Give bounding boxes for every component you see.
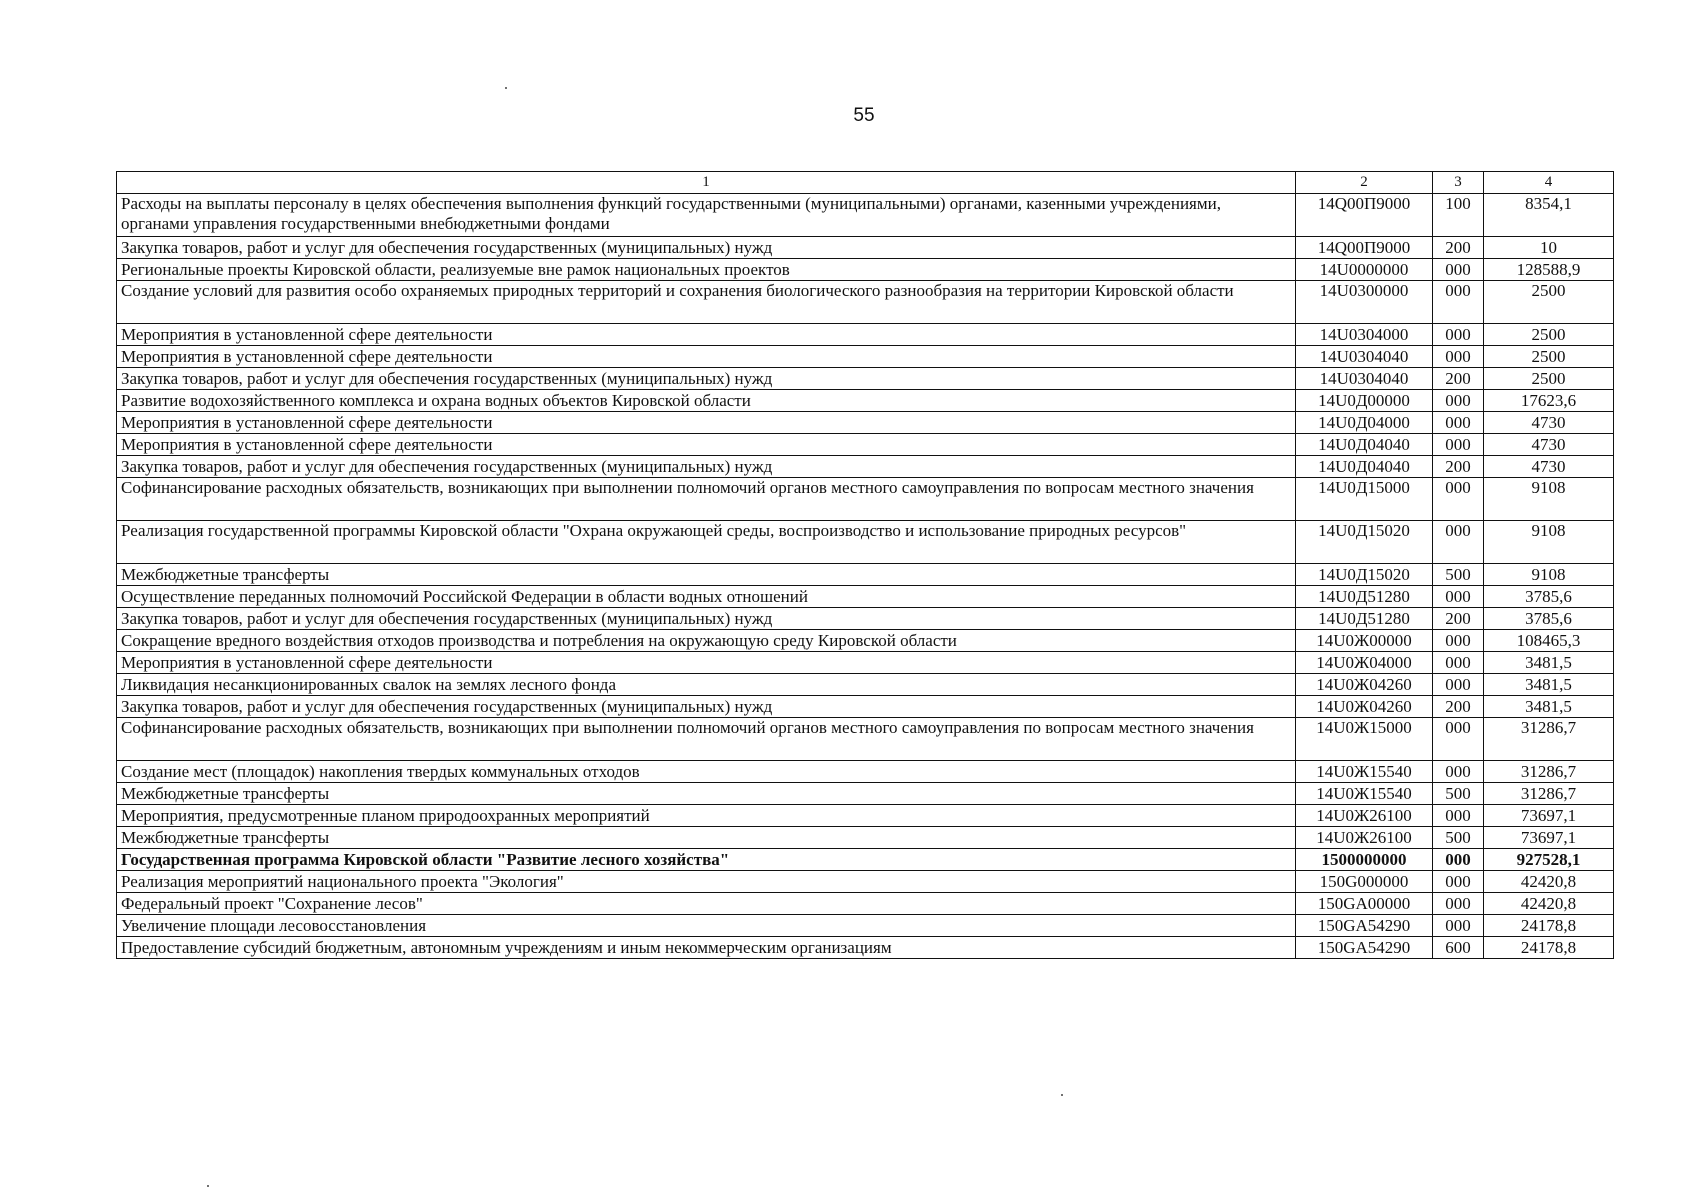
row-name-cell: Создание условий для развития особо охраняемых природных территорий и сохранения биологического разнообразия на территории Кировской области — [117, 281, 1296, 324]
row-name-cell: Федеральный проект "Сохранение лесов" — [117, 893, 1296, 915]
row-code-cell: 14U0304000 — [1296, 324, 1433, 346]
row-amount-cell: 42420,8 — [1484, 893, 1614, 915]
table-row — [117, 630, 1614, 652]
row-name-cell: Реализация государственной программы Кировской области "Охрана окружающей среды, воспроизводство и использование природных ресурсов" — [117, 521, 1296, 564]
table-row — [117, 521, 1614, 564]
row-code-cell: 14U0Ж26100 — [1296, 805, 1433, 827]
row-type-cell: 000 — [1433, 761, 1484, 783]
header-col-2: 2 — [1296, 172, 1433, 194]
row-name-cell: Мероприятия, предусмотренные планом природоохранных мероприятий — [117, 805, 1296, 827]
table-row — [117, 937, 1614, 959]
table-row — [117, 718, 1614, 761]
row-type-cell: 000 — [1433, 412, 1484, 434]
row-name-cell: Государственная программа Кировской области "Развитие лесного хозяйства" — [117, 849, 1296, 871]
row-amount-cell: 2500 — [1484, 346, 1614, 368]
row-amount-cell: 9108 — [1484, 478, 1614, 521]
row-type-cell: 000 — [1433, 630, 1484, 652]
row-type-cell: 000 — [1433, 805, 1484, 827]
row-name-cell: Софинансирование расходных обязательств, возникающих при выполнении полномочий органов местного самоуправления по вопросам местного значения — [117, 718, 1296, 761]
row-amount-cell: 128588,9 — [1484, 259, 1614, 281]
row-amount-cell: 2500 — [1484, 368, 1614, 390]
row-name-cell: Реализация мероприятий национального проекта "Экология" — [117, 871, 1296, 893]
table-row — [117, 456, 1614, 478]
row-type-cell: 200 — [1433, 237, 1484, 259]
scan-speck — [207, 1185, 209, 1187]
row-code-cell: 14Q00П9000 — [1296, 237, 1433, 259]
row-code-cell: 14U0Д04040 — [1296, 434, 1433, 456]
row-name-cell: Региональные проекты Кировской области, реализуемые вне рамок национальных проектов — [117, 259, 1296, 281]
row-name-cell: Закупка товаров, работ и услуг для обеспечения государственных (муниципальных) нужд — [117, 456, 1296, 478]
table-row — [117, 674, 1614, 696]
header-col-3: 3 — [1433, 172, 1484, 194]
row-type-cell: 200 — [1433, 696, 1484, 718]
row-amount-cell: 3785,6 — [1484, 586, 1614, 608]
row-name-cell: Межбюджетные трансферты — [117, 783, 1296, 805]
row-code-cell: 14U0300000 — [1296, 281, 1433, 324]
row-type-cell: 000 — [1433, 521, 1484, 564]
row-amount-cell: 9108 — [1484, 564, 1614, 586]
row-code-cell: 150GA54290 — [1296, 937, 1433, 959]
row-amount-cell: 10 — [1484, 237, 1614, 259]
row-amount-cell: 24178,8 — [1484, 937, 1614, 959]
row-amount-cell: 31286,7 — [1484, 783, 1614, 805]
scan-speck — [1061, 1094, 1063, 1096]
table-row — [117, 871, 1614, 893]
row-name-cell: Расходы на выплаты персоналу в целях обеспечения выполнения функций государственными (муниципальными) органами, казенными учреждениями, органами управления государственными внебюджетными фондами — [117, 194, 1296, 237]
row-amount-cell: 4730 — [1484, 412, 1614, 434]
row-code-cell: 14U0000000 — [1296, 259, 1433, 281]
table-row — [117, 324, 1614, 346]
row-amount-cell: 3481,5 — [1484, 652, 1614, 674]
row-amount-cell: 31286,7 — [1484, 761, 1614, 783]
row-type-cell: 500 — [1433, 564, 1484, 586]
row-amount-cell: 8354,1 — [1484, 194, 1614, 237]
header-row — [117, 172, 1614, 194]
row-code-cell: 14U0Д04000 — [1296, 412, 1433, 434]
row-code-cell: 14U0Ж15540 — [1296, 761, 1433, 783]
row-name-cell: Мероприятия в установленной сфере деятельности — [117, 324, 1296, 346]
row-amount-cell: 3481,5 — [1484, 674, 1614, 696]
row-amount-cell: 2500 — [1484, 324, 1614, 346]
row-name-cell: Осуществление переданных полномочий Российской Федерации в области водных отношений — [117, 586, 1296, 608]
row-amount-cell: 73697,1 — [1484, 805, 1614, 827]
row-name-cell: Увеличение площади лесовосстановления — [117, 915, 1296, 937]
row-code-cell: 14U0Ж04260 — [1296, 674, 1433, 696]
row-code-cell: 14U0304040 — [1296, 346, 1433, 368]
table-row — [117, 783, 1614, 805]
table-row — [117, 259, 1614, 281]
row-type-cell: 000 — [1433, 915, 1484, 937]
row-name-cell: Предоставление субсидий бюджетным, автономным учреждениям и иным некоммерческим организациям — [117, 937, 1296, 959]
row-type-cell: 500 — [1433, 827, 1484, 849]
row-type-cell: 000 — [1433, 390, 1484, 412]
row-type-cell: 000 — [1433, 259, 1484, 281]
table-row — [117, 827, 1614, 849]
table-row — [117, 915, 1614, 937]
row-code-cell: 14U0Д15000 — [1296, 478, 1433, 521]
row-amount-cell: 24178,8 — [1484, 915, 1614, 937]
row-type-cell: 500 — [1433, 783, 1484, 805]
row-type-cell: 000 — [1433, 718, 1484, 761]
row-type-cell: 200 — [1433, 608, 1484, 630]
table-row — [117, 849, 1614, 871]
table-row — [117, 608, 1614, 630]
row-amount-cell: 108465,3 — [1484, 630, 1614, 652]
row-type-cell: 000 — [1433, 893, 1484, 915]
table-row — [117, 564, 1614, 586]
row-name-cell: Закупка товаров, работ и услуг для обеспечения государственных (муниципальных) нужд — [117, 237, 1296, 259]
row-code-cell: 150GA54290 — [1296, 915, 1433, 937]
table-row — [117, 412, 1614, 434]
row-type-cell: 000 — [1433, 324, 1484, 346]
row-code-cell: 14U0304040 — [1296, 368, 1433, 390]
row-type-cell: 000 — [1433, 652, 1484, 674]
row-type-cell: 000 — [1433, 346, 1484, 368]
table-row — [117, 368, 1614, 390]
header-col-4: 4 — [1484, 172, 1614, 194]
page-number: 55 — [853, 105, 875, 126]
row-amount-cell: 4730 — [1484, 434, 1614, 456]
row-amount-cell: 3785,6 — [1484, 608, 1614, 630]
table-row — [117, 194, 1614, 237]
table-row — [117, 237, 1614, 259]
row-code-cell: 14Q00П9000 — [1296, 194, 1433, 237]
row-code-cell: 14U0Д15020 — [1296, 521, 1433, 564]
row-name-cell: Мероприятия в установленной сфере деятельности — [117, 434, 1296, 456]
row-type-cell: 100 — [1433, 194, 1484, 237]
row-code-cell: 1500000000 — [1296, 849, 1433, 871]
row-code-cell: 14U0Ж00000 — [1296, 630, 1433, 652]
table-row — [117, 652, 1614, 674]
row-code-cell: 14U0Д15020 — [1296, 564, 1433, 586]
row-code-cell: 14U0Ж04000 — [1296, 652, 1433, 674]
row-type-cell: 200 — [1433, 368, 1484, 390]
row-name-cell: Развитие водохозяйственного комплекса и охрана водных объектов Кировской области — [117, 390, 1296, 412]
row-name-cell: Закупка товаров, работ и услуг для обеспечения государственных (муниципальных) нужд — [117, 696, 1296, 718]
table-row — [117, 434, 1614, 456]
table-row — [117, 696, 1614, 718]
row-name-cell: Создание мест (площадок) накопления твердых коммунальных отходов — [117, 761, 1296, 783]
row-code-cell: 14U0Ж04260 — [1296, 696, 1433, 718]
table-row — [117, 346, 1614, 368]
row-code-cell: 14U0Ж15540 — [1296, 783, 1433, 805]
table-row — [117, 478, 1614, 521]
row-name-cell: Ликвидация несанкционированных свалок на землях лесного фонда — [117, 674, 1296, 696]
table-row — [117, 893, 1614, 915]
row-type-cell: 000 — [1433, 478, 1484, 521]
row-code-cell: 14U0Ж15000 — [1296, 718, 1433, 761]
row-name-cell: Межбюджетные трансферты — [117, 827, 1296, 849]
row-amount-cell: 73697,1 — [1484, 827, 1614, 849]
row-code-cell: 14U0Д51280 — [1296, 608, 1433, 630]
header-col-1: 1 — [117, 172, 1296, 194]
row-code-cell: 150GA00000 — [1296, 893, 1433, 915]
row-type-cell: 000 — [1433, 849, 1484, 871]
row-name-cell: Сокращение вредного воздействия отходов производства и потребления на окружающую среду Кировской области — [117, 630, 1296, 652]
row-code-cell: 150G000000 — [1296, 871, 1433, 893]
row-amount-cell: 3481,5 — [1484, 696, 1614, 718]
row-amount-cell: 4730 — [1484, 456, 1614, 478]
table-row — [117, 805, 1614, 827]
row-amount-cell: 42420,8 — [1484, 871, 1614, 893]
row-type-cell: 200 — [1433, 456, 1484, 478]
row-code-cell: 14U0Ж26100 — [1296, 827, 1433, 849]
row-type-cell: 600 — [1433, 937, 1484, 959]
row-type-cell: 000 — [1433, 281, 1484, 324]
row-name-cell: Мероприятия в установленной сфере деятельности — [117, 346, 1296, 368]
table-row — [117, 586, 1614, 608]
budget-table — [116, 171, 1614, 959]
row-amount-cell: 927528,1 — [1484, 849, 1614, 871]
row-code-cell: 14U0Д04040 — [1296, 456, 1433, 478]
row-name-cell: Межбюджетные трансферты — [117, 564, 1296, 586]
row-name-cell: Софинансирование расходных обязательств, возникающих при выполнении полномочий органов местного самоуправления по вопросам местного значения — [117, 478, 1296, 521]
table-row — [117, 281, 1614, 324]
row-name-cell: Закупка товаров, работ и услуг для обеспечения государственных (муниципальных) нужд — [117, 368, 1296, 390]
row-code-cell: 14U0Д00000 — [1296, 390, 1433, 412]
row-name-cell: Закупка товаров, работ и услуг для обеспечения государственных (муниципальных) нужд — [117, 608, 1296, 630]
row-type-cell: 000 — [1433, 674, 1484, 696]
row-amount-cell: 9108 — [1484, 521, 1614, 564]
row-amount-cell: 17623,6 — [1484, 390, 1614, 412]
row-amount-cell: 2500 — [1484, 281, 1614, 324]
table-row — [117, 390, 1614, 412]
budget-table-body — [117, 172, 1614, 959]
row-code-cell: 14U0Д51280 — [1296, 586, 1433, 608]
row-type-cell: 000 — [1433, 586, 1484, 608]
table-row — [117, 761, 1614, 783]
row-type-cell: 000 — [1433, 434, 1484, 456]
scan-speck — [505, 87, 507, 89]
row-type-cell: 000 — [1433, 871, 1484, 893]
row-name-cell: Мероприятия в установленной сфере деятельности — [117, 652, 1296, 674]
row-name-cell: Мероприятия в установленной сфере деятельности — [117, 412, 1296, 434]
row-amount-cell: 31286,7 — [1484, 718, 1614, 761]
